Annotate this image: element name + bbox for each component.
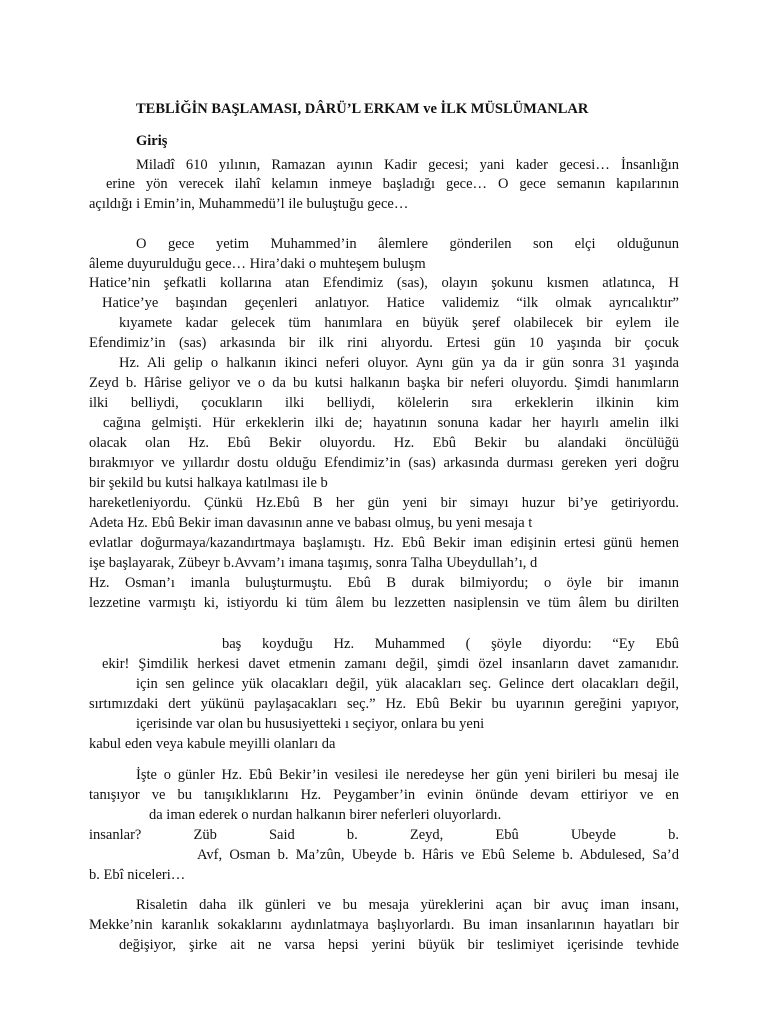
text-line: insanlar? Züb Said b. Zeyd, Ebû Ubeyde b. xyxy=(89,827,679,843)
text-line: ilki belliydi, çocukların ilki belliydi, kölelerin sıra erkeklerin ilkinin kim xyxy=(89,395,679,411)
text-line: işe başlayarak, Zübeyr b.Avvam’ı imana taşımış, sonra Talha Ubeydullah’ı, d xyxy=(89,555,538,571)
text-line: Zeyd b. Hârise geliyor ve o da bu kutsi halkanın başka bir neferi oluyordu. Şimdi hanımların xyxy=(89,375,679,391)
text-line: âleme duyurulduğu gece… Hira’daki o muhteşem buluşm xyxy=(89,256,426,272)
text-line: erine yön verecek ilahî kelamın inmeye başladığı gece… O gece semanın kapılarının xyxy=(106,176,679,192)
document-title: TEBLİĞİN BAŞLAMASI, DÂRÜ’L ERKAM ve İLK MÜSLÜMANLAR xyxy=(136,101,589,117)
text-line: b. Ebî niceleri… xyxy=(89,867,186,883)
text-line: Adeta Hz. Ebû Bekir iman davasının anne ve babası olmuş, bu yeni mesaja t xyxy=(89,515,533,531)
text-line: da iman ederek o nurdan halkanın birer neferleri oluyorlardı. xyxy=(149,807,502,823)
section-heading: Giriş xyxy=(136,133,168,149)
text-line: bırakmıyor ve yıllardır dostu olduğu Efendimiz’in (sas) arkasında durması gereken yeri doğru xyxy=(89,455,679,471)
text-line: baş koyduğu Hz. Muhammed ( şöyle diyordu: “Ey Ebû xyxy=(222,636,679,652)
text-line: Hz. Osman’ı imanla buluşturmuştu. Ebû B durak bilmiyordu; o öyle bir imanın xyxy=(89,575,679,591)
text-line: Hz. Ali gelip o halkanın ikinci neferi oluyor. Aynı gün ya da ir gün sonra 31 yaşında xyxy=(119,355,679,371)
text-line: içerisinde var olan bu hususiyetteki ı seçiyor, onlara bu yeni xyxy=(136,716,485,732)
text-line: Hatice’nin şefkatli kollarına atan Efendimiz (sas), olayın şokunu kısmen atlatınca, H xyxy=(89,275,679,291)
text-line: Mekke’nin karanlık sokaklarını aydınlatmaya başlıyorlardı. Bu iman insanlarının hayatları bir xyxy=(89,917,679,933)
text-line: olacak olan Hz. Ebû Bekir oluyordu. Hz. Ebû Bekir bu alandaki öncülüğü xyxy=(89,435,679,451)
text-line: Risaletin daha ilk günleri ve bu mesaja yüreklerini açan bir avuç iman insanı, xyxy=(136,897,679,913)
text-line: değişiyor, şirke ait ne varsa hepsi yerini büyük bir teslimiyet içerisinde tevhide xyxy=(119,937,679,953)
text-line: açıldığı i Emin’in, Muhammedü’l ile buluştuğu gece… xyxy=(89,196,409,212)
text-line: kıyamete kadar gelecek tüm hanımlara en büyük şeref olabilecek bir eylem ile xyxy=(119,315,679,331)
text-line: Miladî 610 yılının, Ramazan ayının Kadir gecesi; yani kader gecesi… İnsanlığın xyxy=(136,157,679,173)
text-line: O gece yetim Muhammed’in âlemlere gönderilen son elçi olduğunun xyxy=(136,236,679,252)
text-line: için sen gelince yük olacakları değil, yük alacakları seç. Gelince dert olacakları değil, xyxy=(136,676,679,692)
text-line: tanışıyor ve bu tanışıklıklarını Hz. Peygamber’in evinin önünde devam ettiriyor ve en xyxy=(89,787,679,803)
text-line: hareketleniyordu. Çünkü Hz.Ebû B her gün yeni bir simayı huzur bi’ye getiriyordu. xyxy=(89,495,679,511)
text-line: sırtımızdaki dert yükünü paylaşacakları seç.” Hz. Ebû Bekir bu uyarının gereğini yapıyor, xyxy=(89,696,679,712)
text-line: Hatice’ye başından geçenleri anlatıyor. Hatice validemiz “ilk olmak ayrıcalıktır” xyxy=(102,295,679,311)
text-line: İşte o günler Hz. Ebû Bekir’in vesilesi ile neredeyse her gün yeni birileri bu mesaj ile xyxy=(136,767,679,783)
text-line: ekir! Şimdilik herkesi davet etmenin zamanı değil, şimdi özel insanların davet zamanıdır. xyxy=(102,656,679,672)
text-line: Efendimiz’in (sas) arkasında bir ilk rini alıyordu. Ertesi gün 10 yaşında bir çocuk xyxy=(89,335,679,351)
text-line: bir şekild bu kutsi halkaya katılması ile b xyxy=(89,475,328,491)
text-line: evlatlar doğurmaya/kazandırtmaya başlamıştı. Hz. Ebû Bekir iman edişinin ertesi günü hemen xyxy=(89,535,679,551)
text-line: kabul eden veya kabule meyilli olanları da xyxy=(89,736,336,752)
text-line: cağına gelmişti. Hür erkeklerin ilki de; hayatının sonuna kadar her hayırlı amelin ilki xyxy=(103,415,679,431)
text-line: Avf, Osman b. Ma’zûn, Ubeyde b. Hâris ve Ebû Seleme b. Abdulesed, Sa’d xyxy=(197,847,679,863)
text-line: lezzetine varmıştı ki, istiyordu ki tüm âlem bu lezzetten nasiplensin ve tüm âlem bu dirilten xyxy=(89,595,679,611)
